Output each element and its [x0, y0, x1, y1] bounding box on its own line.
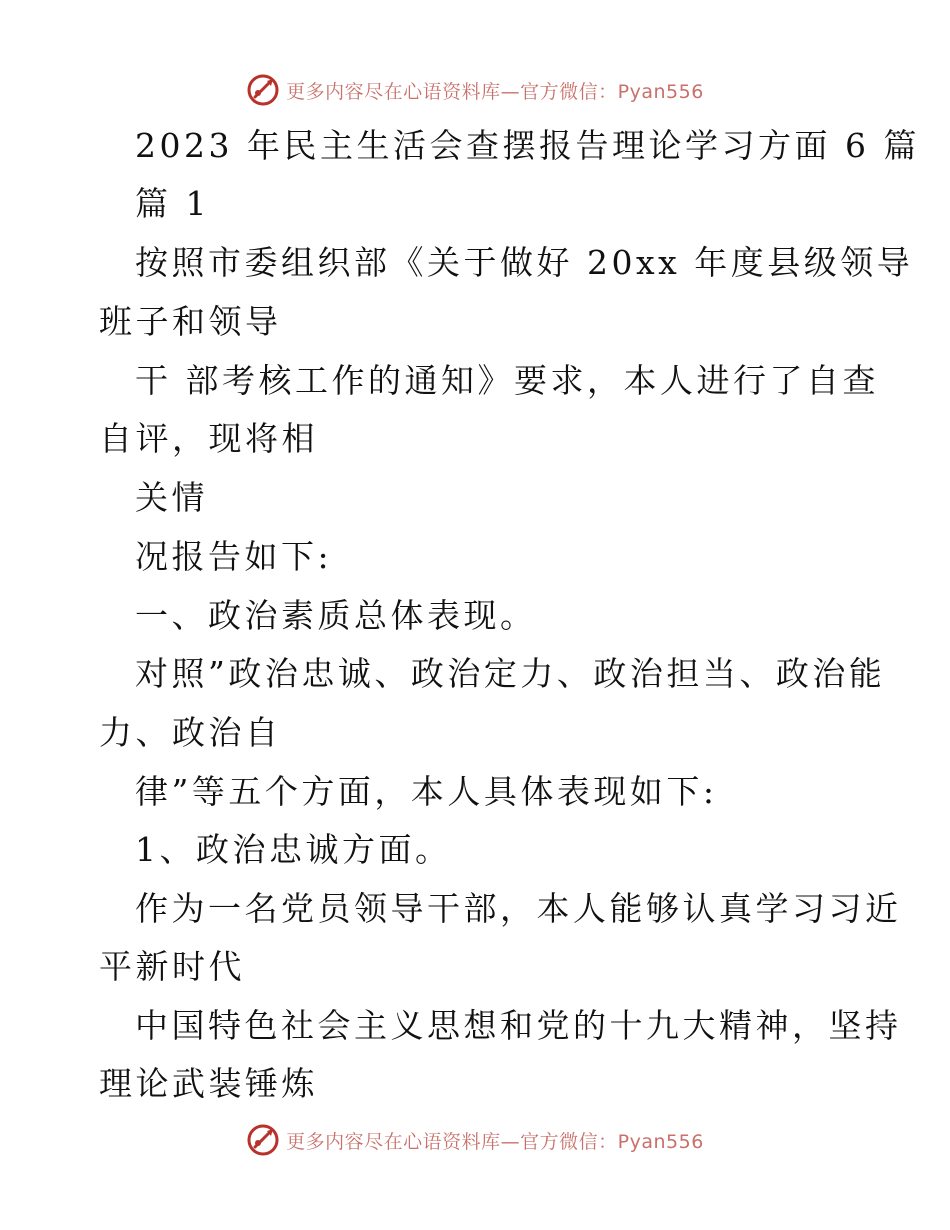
text-line: 篇 1 [135, 184, 210, 223]
text-line: 平新时代 [99, 947, 245, 986]
logo-icon [246, 1123, 280, 1157]
watermark-text: 更多内容尽在心语资料库—官方微信：Pyan556 [286, 80, 704, 103]
text-line: 班子和领导 [99, 302, 282, 341]
text-line: 律”等五个方面，本人具体表现如下: [135, 772, 718, 811]
text-line: 自评，现将相 [99, 419, 318, 458]
text-line: 干 部考核工作的通知》要求，本人进行了自查 [135, 361, 879, 400]
text-line: 按照市委组织部《关于做好 20xx 年度县级领导 [135, 243, 914, 282]
text-line: 对照”政治忠诚、政治定力、政治担当、政治能 [135, 654, 886, 693]
header-watermark [0, 72, 950, 108]
title-line: 2023 年民主生活会查摆报告理论学习方面 6 篇 [135, 126, 920, 165]
text-line: 力、政治自 [99, 713, 282, 752]
logo-icon [246, 73, 280, 107]
footer-watermark [0, 1122, 950, 1158]
watermark-text: 更多内容尽在心语资料库—官方微信：Pyan556 [286, 1130, 704, 1153]
text-line: 关情 [135, 478, 208, 517]
section-heading: 一、政治素质总体表现。 [135, 596, 537, 635]
text-line: 况报告如下: [135, 537, 333, 576]
subsection-heading: 1、政治忠诚方面。 [135, 830, 452, 869]
text-line: 中国特色社会主义思想和党的十九大精神，坚持 [135, 1006, 902, 1045]
text-line: 作为一名党员领导干部，本人能够认真学习习近 [135, 889, 902, 928]
text-line: 理论武装锤炼 [99, 1064, 318, 1103]
